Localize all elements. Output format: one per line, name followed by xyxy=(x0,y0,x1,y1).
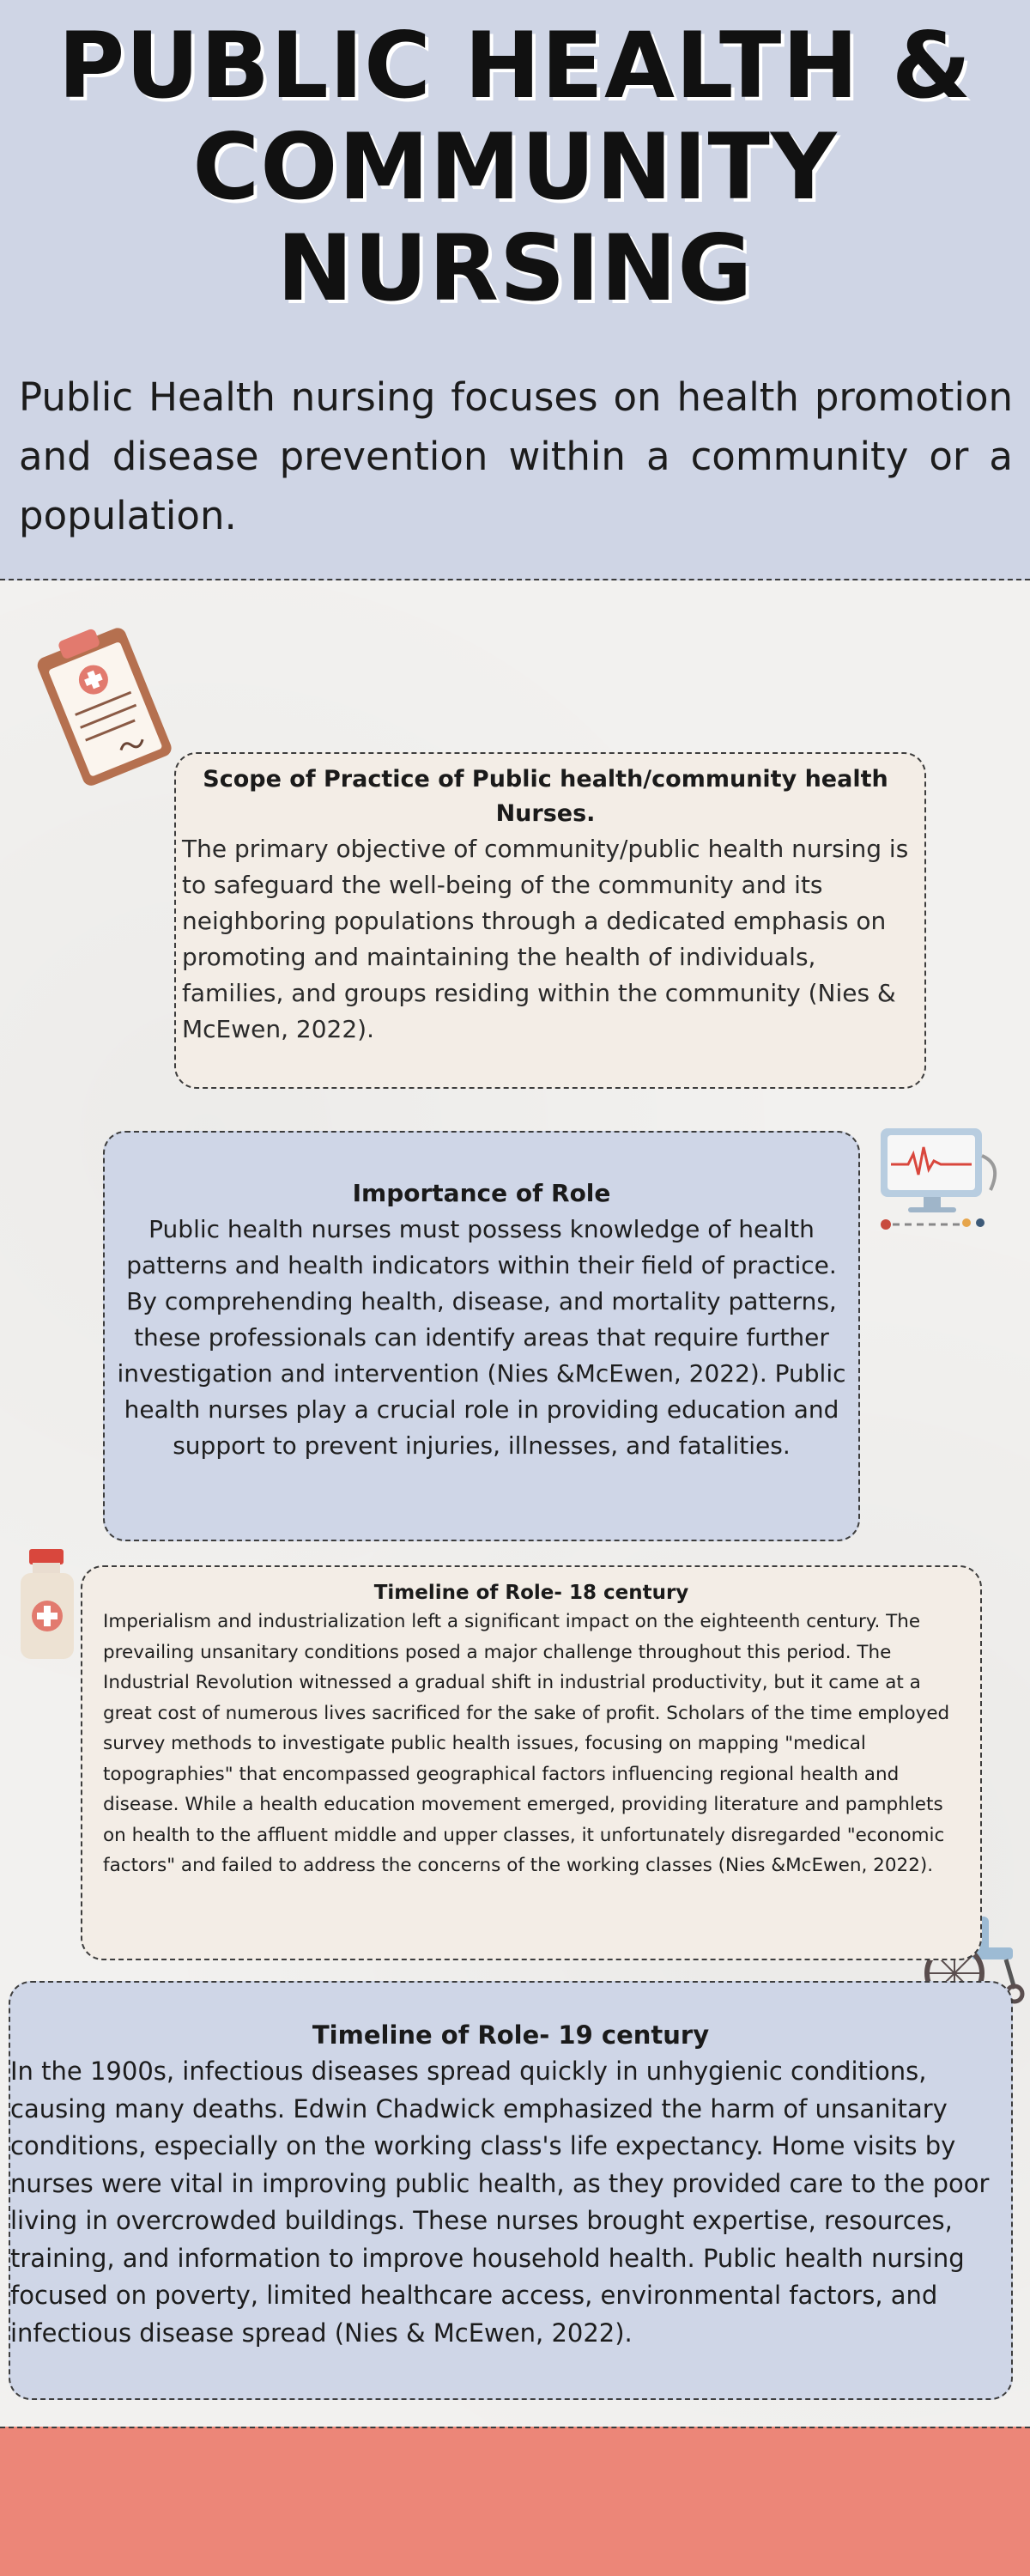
scope-of-practice-card xyxy=(174,752,926,1089)
timeline-19-century-card xyxy=(9,1981,1013,2400)
section-heading: Scope of Practice of Public health/community health Nurses. xyxy=(203,766,888,827)
timeline-18-century-card xyxy=(81,1565,982,1960)
medicine-bottle-icon xyxy=(15,1546,84,1666)
page-title: PUBLIC HEALTH & COMMUNITY NURSING xyxy=(58,13,972,321)
clipboard-icon xyxy=(26,620,180,800)
header-banner xyxy=(0,0,1030,580)
section-body: Imperialism and industrialization left a significant impact on the eighteenth century. The prevailing unsanitary conditions posed a major challenge throughout this period. The Industrial Revolution witnessed a gradual shift in industrial productivity, but it came at a great cost of numerous lives sacrificed for the sake of profit. Scholars of the time employed survey methods to investigate public health issues, focusing on mapping "medical topographies" that encompassed geographical factors influencing regional health and disease. While a health education movement emerged, providing literature and pamphlets on health to the affluent middle and upper classes, it unfortunately disregarded "economic factors" and failed to address the concerns of the working classes (Nies &McEwen, 2022). xyxy=(103,1611,950,1876)
section-body: In the 1900s, infectious diseases spread quickly in unhygienic conditions, causing many deaths. Edwin Chadwick emphasized the harm of unsanitary conditions, especially on the working class's life expectancy. Home visits by nurses were vital in improving public health, as they provided care to the poor living in overcrowded buildings. These nurses brought expertise, resources, training, and information to improve household health. Public health nursing focused on poverty, limited healthcare access, environmental factors, and infectious disease spread (Nies & McEwen, 2022). xyxy=(10,2057,990,2348)
section-heading: Importance of Role xyxy=(352,1179,611,1207)
heart-monitor-icon xyxy=(874,1121,1011,1242)
section-body: Public health nurses must possess knowledge of health patterns and health indicators within their field of practice. By comprehending health, disease, and mortality patterns, these professionals can identify areas that require further investigation and intervention (Nies &McEwen, 2022). Public health nurses play a crucial role in providing education and support to prevent injuries, illnesses, and fatalities. xyxy=(117,1215,846,1460)
footer-band xyxy=(0,2427,1030,2576)
section-heading: Timeline of Role- 18 century xyxy=(373,1582,689,1604)
section-body: The primary objective of community/public health nursing is to safeguard the well-being of the community and its neighboring populations through a dedicated emphasis on promoting and maintaining the health of individuals, families, and groups residing within the community (Nies & McEwen, 2022). xyxy=(182,835,909,1043)
intro-text: Public Health nursing focuses on health promotion and disease prevention within a community or a population. xyxy=(19,374,1013,538)
importance-of-role-card xyxy=(103,1131,860,1541)
section-heading: Timeline of Role- 19 century xyxy=(312,2020,710,2050)
